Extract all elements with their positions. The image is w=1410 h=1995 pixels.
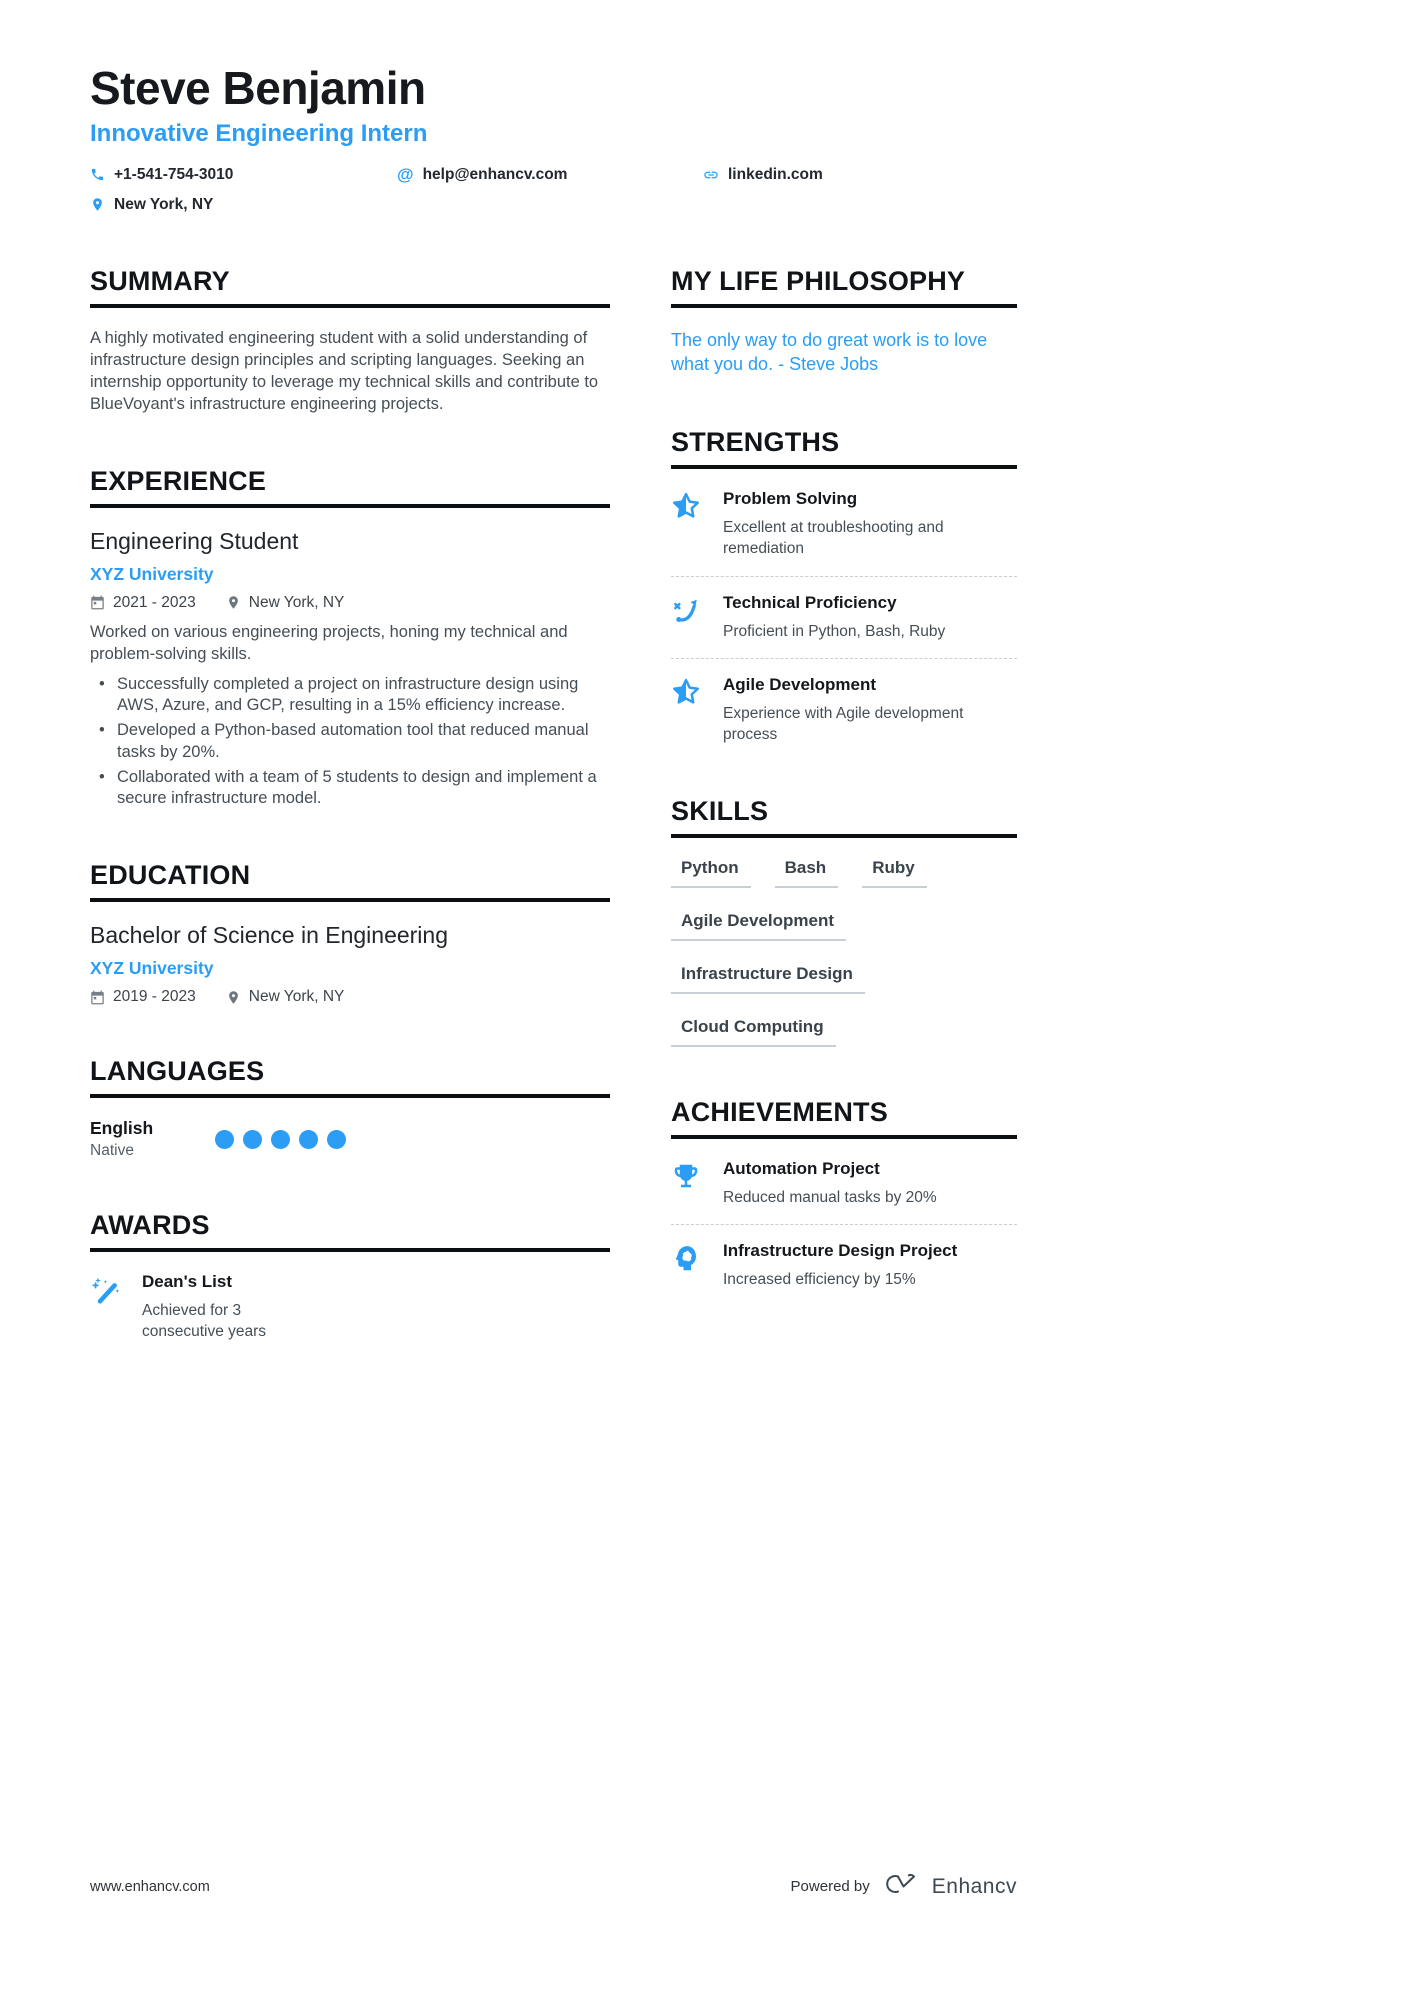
award-item (90, 1272, 610, 1343)
experience-organization: XYZ University (90, 563, 214, 584)
resume-header (90, 62, 1017, 214)
skills-section (671, 796, 1017, 1047)
location-pin-icon (226, 595, 241, 610)
strength-item (671, 675, 1017, 746)
skill-tag: Python (671, 858, 751, 888)
education-location (226, 988, 345, 1006)
strength-title: Technical Proficiency (723, 592, 897, 612)
achievements-heading: ACHIEVEMENTS (671, 1097, 1017, 1139)
strength-item (671, 593, 1017, 642)
phone-number: +1-541-754-3010 (114, 165, 234, 183)
education-entry (90, 922, 610, 1006)
dashed-divider (671, 1224, 1017, 1225)
experience-dates-text: 2021 - 2023 (113, 593, 196, 611)
skill-tag: Infrastructure Design (671, 964, 865, 994)
education-section (90, 860, 610, 1006)
rating-dot-filled (243, 1130, 262, 1149)
philosophy-quote: The only way to do great work is to love what you do. - Steve Jobs (671, 329, 988, 375)
experience-dates (90, 594, 196, 612)
achievement-description: Reduced manual tasks by 20% (723, 1188, 937, 1206)
link-text[interactable]: linkedin.com (728, 165, 823, 183)
education-dates-text: 2019 - 2023 (113, 988, 196, 1006)
experience-location (226, 594, 345, 612)
experience-bullet: • Successfully completed a project on infrastructure design using AWS, Azure, and GCP, resulting in a 15% efficiency increase. (90, 674, 610, 718)
calendar-icon (90, 595, 105, 610)
phone-contact (90, 166, 397, 184)
experience-bullet: • Collaborated with a team of 5 students to design and implement a secure infrastructure model. (90, 767, 610, 811)
languages-heading: LANGUAGES (90, 1056, 610, 1098)
philosophy-heading: MY LIFE PHILOSOPHY (671, 266, 1017, 308)
award-title: Dean's List (142, 1272, 233, 1292)
experience-entry (90, 528, 610, 810)
strengths-heading: STRENGTHS (671, 427, 1017, 469)
summary-text: A highly motivated engineering student with a solid understanding of infrastructure design principles and scripting languages. Seeking an internship opportunity to leverage my technical skills and contribute to BlueVoyant's infrastructure engineering projects. (90, 328, 599, 413)
contact-row (90, 165, 1017, 185)
philosophy-section (671, 266, 1017, 377)
phone-icon (90, 167, 105, 182)
language-rating-dots (215, 1130, 346, 1149)
dashed-divider (671, 576, 1017, 577)
person-name: Steve Benjamin (90, 62, 426, 114)
achievement-item (671, 1241, 1017, 1290)
education-meta (90, 988, 610, 1006)
award-description: Achieved for 3 consecutive years (142, 1302, 267, 1341)
rating-dot-filled (327, 1130, 346, 1149)
trophy-icon (671, 1159, 705, 1196)
skill-tag: Cloud Computing (671, 1017, 836, 1047)
achievement-title: Infrastructure Design Project (723, 1241, 958, 1261)
awards-heading: AWARDS (90, 1210, 610, 1252)
experience-bullet: • Developed a Python-based automation tool that reduced manual tasks by 20%. (90, 720, 610, 764)
skills-heading: SKILLS (671, 796, 1017, 838)
email-address[interactable]: help@enhancv.com (422, 165, 568, 183)
achievement-title: Automation Project (723, 1158, 880, 1178)
education-organization: XYZ University (90, 958, 214, 979)
rating-dot-filled (215, 1130, 234, 1149)
skill-tag: Bash (775, 858, 839, 888)
education-degree: Bachelor of Science in Engineering (90, 922, 449, 949)
enhancv-wordmark: Enhancv (931, 1874, 1017, 1898)
brain-head-icon (671, 1241, 705, 1278)
page-footer (90, 1872, 1017, 1901)
education-dates (90, 988, 196, 1006)
magic-wand-icon (90, 1272, 124, 1311)
link-contact[interactable] (703, 166, 1017, 184)
skill-tag: Ruby (862, 858, 927, 888)
location-text: New York, NY (114, 195, 214, 213)
summary-section (90, 266, 610, 416)
rating-dot-filled (299, 1130, 318, 1149)
link-icon (703, 167, 719, 183)
experience-section (90, 466, 610, 810)
experience-location-text: New York, NY (248, 593, 345, 611)
rating-dot-filled (271, 1130, 290, 1149)
language-item (90, 1118, 610, 1160)
star-icon (671, 489, 705, 526)
strength-description: Experience with Agile development process (723, 704, 964, 744)
languages-section (90, 1056, 610, 1160)
enhancv-logo-icon (884, 1872, 918, 1901)
achievement-description: Increased efficiency by 15% (723, 1271, 916, 1289)
powered-by-label: Powered by (790, 1878, 870, 1895)
route-arrow-icon (671, 593, 705, 630)
achievement-item (671, 1159, 1017, 1208)
experience-heading: EXPERIENCE (90, 466, 610, 508)
language-level: Native (90, 1142, 134, 1160)
job-title: Innovative Engineering Intern (90, 119, 428, 147)
calendar-icon (90, 990, 105, 1005)
education-heading: EDUCATION (90, 860, 610, 902)
education-location-text: New York, NY (248, 988, 345, 1006)
location-pin-icon (226, 990, 241, 1005)
awards-section (90, 1210, 610, 1343)
dashed-divider (671, 658, 1017, 659)
skill-tag: Agile Development (671, 911, 846, 941)
strength-title: Problem Solving (723, 488, 858, 508)
location-contact (90, 196, 1017, 214)
experience-meta (90, 594, 610, 612)
star-icon (671, 675, 705, 712)
summary-heading: SUMMARY (90, 266, 610, 308)
strength-title: Agile Development (723, 674, 877, 694)
experience-summary: Worked on various engineering projects, honing my technical and problem-solving skills. (90, 622, 568, 663)
experience-bullets (90, 674, 610, 811)
strength-description: Proficient in Python, Bash, Ruby (723, 622, 946, 640)
strengths-section (671, 427, 1017, 746)
location-pin-icon (90, 197, 105, 212)
language-name: English (90, 1118, 154, 1139)
strength-description: Excellent at troubleshooting and remediation (723, 518, 944, 558)
strength-item (671, 489, 1017, 560)
achievements-section (671, 1097, 1017, 1291)
email-contact[interactable] (397, 165, 703, 185)
at-icon: @ (397, 164, 414, 184)
experience-role: Engineering Student (90, 527, 299, 554)
footer-site-link[interactable]: www.enhancv.com (90, 1878, 210, 1895)
